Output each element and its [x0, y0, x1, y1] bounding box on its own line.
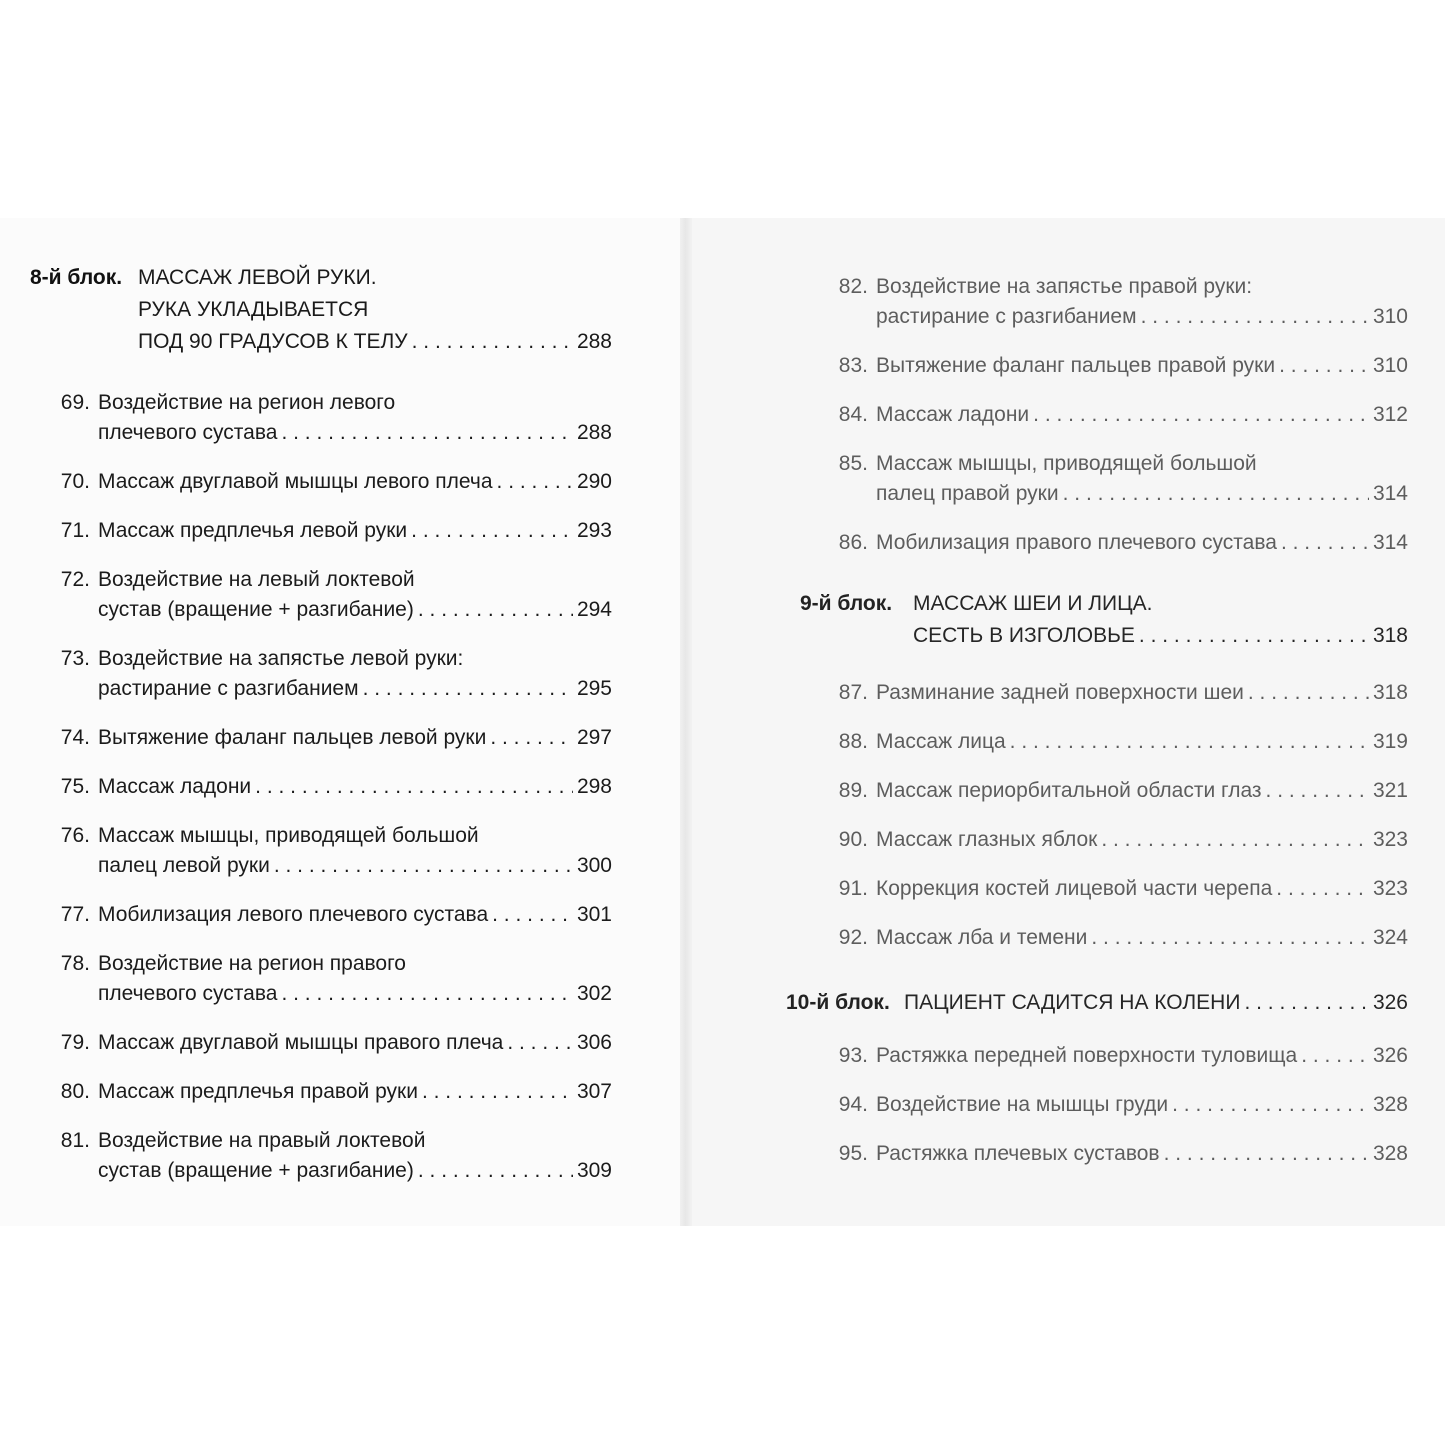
book-gutter: [680, 218, 692, 1226]
entry-number: 91.: [838, 877, 868, 900]
leader-dots: [497, 467, 573, 497]
entry-title: [876, 1139, 1408, 1169]
page-number: 294: [576, 598, 612, 621]
leader-dots: [1101, 825, 1369, 855]
entry-title-line: Массаж глазных яблок: [876, 828, 1098, 851]
entry-number: 87.: [838, 681, 868, 704]
page-number: 323: [1372, 828, 1408, 851]
entry-title-line: Массаж периорбитальной области глаз: [876, 779, 1262, 802]
entry-title-line: Массаж мышцы, приводящей большой: [876, 452, 1257, 475]
entry-title: [98, 565, 612, 625]
toc-entry: [816, 825, 1408, 855]
block-heading-8: [30, 262, 612, 358]
block-heading-10: [786, 987, 1408, 1019]
leader-dots: [492, 900, 573, 930]
toc-entry: [30, 467, 612, 497]
leader-dots: [1139, 620, 1369, 652]
page-number: 326: [1372, 991, 1408, 1014]
entry-number: 93.: [838, 1044, 868, 1067]
page-number: 306: [576, 1031, 612, 1054]
entry-title-line: Массаж ладони: [876, 403, 1030, 426]
entry-title: [876, 528, 1408, 558]
leader-dots: [1266, 776, 1369, 806]
entry-title: [98, 900, 612, 930]
entry-title: [98, 821, 612, 881]
leader-dots: [1141, 302, 1369, 332]
toc-entry: [30, 565, 612, 625]
leader-dots: [281, 418, 572, 448]
entry-title-line: Массаж лица: [876, 730, 1006, 753]
entry-title-line: Разминание задней поверхности шеи: [876, 681, 1244, 704]
entry-number: 84.: [838, 403, 868, 426]
leader-dots: [412, 326, 573, 358]
entry-number: 76.: [60, 824, 90, 847]
entry-title: [876, 678, 1408, 708]
entry-title: [98, 1028, 612, 1058]
entry-number: 81.: [60, 1129, 90, 1152]
leader-dots: [1010, 727, 1369, 757]
toc-entry: [30, 644, 612, 704]
leader-dots: [1033, 400, 1369, 430]
entry-number: 80.: [60, 1080, 90, 1103]
entry-title-line: сустав (вращение + разгибание): [98, 598, 414, 621]
entry-title: [876, 1090, 1408, 1120]
page-number: 310: [1372, 354, 1408, 377]
page-number: 321: [1372, 779, 1408, 802]
entry-title-line: Воздействие на левый локтевой: [98, 568, 415, 591]
toc-entry: [30, 1126, 612, 1186]
entry-title: [876, 272, 1408, 332]
entry-title-line: Воздействие на запястье правой руки:: [876, 275, 1253, 298]
entry-title-line: растирание с разгибанием: [876, 305, 1137, 328]
left-page: [0, 218, 680, 1226]
entry-number: 90.: [838, 828, 868, 851]
entry-number: 73.: [60, 647, 90, 670]
block-title: [138, 262, 612, 358]
leader-dots: [1248, 678, 1369, 708]
block-title-line: МАССАЖ ЛЕВОЙ РУКИ.: [138, 266, 377, 289]
page-number: 301: [576, 903, 612, 926]
leader-dots: [1172, 1090, 1369, 1120]
leader-dots: [411, 516, 573, 546]
entry-number: 94.: [838, 1093, 868, 1116]
page-number: 314: [1372, 482, 1408, 505]
entry-title: [98, 723, 612, 753]
entry-title-line: Воздействие на регион левого: [98, 391, 396, 414]
entry-title-line: Вытяжение фаланг пальцев левой руки: [98, 726, 487, 749]
entry-title-line: Массаж двуглавой мышцы левого плеча: [98, 470, 493, 493]
entry-title-line: Мобилизация левого плечевого сустава: [98, 903, 489, 926]
page-number: 288: [576, 330, 612, 353]
leader-dots: [1164, 1139, 1369, 1169]
leader-dots: [274, 851, 573, 881]
toc-entry: [816, 1041, 1408, 1071]
toc-entry: [816, 678, 1408, 708]
leader-dots: [490, 723, 573, 753]
entry-number: 86.: [838, 531, 868, 554]
entry-title-line: плечевого сустава: [98, 421, 278, 444]
entry-number: 89.: [838, 779, 868, 802]
entry-number: 75.: [60, 775, 90, 798]
toc-entry: [30, 388, 612, 448]
leader-dots: [255, 772, 573, 802]
entry-title-line: Воздействие на регион правого: [98, 952, 406, 975]
toc-entry: [30, 1077, 612, 1107]
toc-entry: [816, 272, 1408, 332]
page-number: 319: [1372, 730, 1408, 753]
toc-left: [30, 262, 612, 1205]
entry-title-line: Коррекция костей лицевой части черепа: [876, 877, 1273, 900]
entry-number: 77.: [60, 903, 90, 926]
toc-right: [786, 272, 1408, 1188]
toc-entry: [30, 949, 612, 1009]
entry-number: 79.: [60, 1031, 90, 1054]
page-number: 302: [576, 982, 612, 1005]
toc-items-left: [30, 388, 612, 1186]
toc-entry: [816, 1139, 1408, 1169]
entry-number: 88.: [838, 730, 868, 753]
toc-entry: [816, 528, 1408, 558]
entry-title-line: Массаж лба и темени: [876, 926, 1088, 949]
page-number: 298: [576, 775, 612, 798]
entry-number: 95.: [838, 1142, 868, 1165]
page-number: 314: [1372, 531, 1408, 554]
entry-title: [876, 727, 1408, 757]
page-number: 318: [1372, 624, 1408, 647]
entry-title: [876, 825, 1408, 855]
toc-entry: [30, 516, 612, 546]
leader-dots: [363, 674, 573, 704]
entry-title-line: Воздействие на правый локтевой: [98, 1129, 426, 1152]
toc-entry: [816, 400, 1408, 430]
entry-title: [876, 776, 1408, 806]
right-page: [692, 218, 1445, 1226]
entry-title-line: Вытяжение фаланг пальцев правой руки: [876, 354, 1276, 377]
page-number: 293: [576, 519, 612, 542]
block-heading-9: [800, 588, 1408, 652]
page-number: 328: [1372, 1142, 1408, 1165]
toc-entry: [816, 923, 1408, 953]
entry-number: 85.: [838, 452, 868, 475]
entry-title: [98, 516, 612, 546]
leader-dots: [418, 1156, 573, 1186]
leader-dots: [418, 595, 573, 625]
entry-title-line: Растяжка передней поверхности туловища: [876, 1044, 1298, 1067]
entry-title: [98, 772, 612, 802]
entry-title-line: Массаж мышцы, приводящей большой: [98, 824, 479, 847]
entry-title-line: Воздействие на мышцы груди: [876, 1093, 1169, 1116]
entry-title: [98, 388, 612, 448]
toc-entry: [816, 1090, 1408, 1120]
toc-entry: [816, 874, 1408, 904]
entry-title-line: Массаж ладони: [98, 775, 252, 798]
block-label: 10-й блок.: [786, 991, 890, 1014]
entry-title-line: Массаж двуглавой мышцы правого плеча: [98, 1031, 504, 1054]
block-title: [904, 987, 1408, 1019]
toc-items-right-b: [816, 678, 1408, 953]
entry-title-line: палец левой руки: [98, 854, 270, 877]
leader-dots: [1281, 528, 1369, 558]
leader-dots: [422, 1077, 573, 1107]
block-label: 8-й блок.: [30, 266, 123, 289]
toc-entry: [816, 776, 1408, 806]
page-number: 288: [576, 421, 612, 444]
page-number: 295: [576, 677, 612, 700]
block-title-line: МАССАЖ ШЕИ И ЛИЦА.: [913, 592, 1153, 615]
entry-title-line: Воздействие на запястье левой руки:: [98, 647, 464, 670]
entry-number: 82.: [838, 275, 868, 298]
toc-entry: [30, 821, 612, 881]
block-title-line: ПОД 90 ГРАДУСОВ К ТЕЛУ: [138, 330, 408, 353]
leader-dots: [1301, 1041, 1369, 1071]
block-label: 9-й блок.: [800, 592, 893, 615]
page-number: 290: [576, 470, 612, 493]
page-number: 324: [1372, 926, 1408, 949]
entry-title-line: Растяжка плечевых суставов: [876, 1142, 1160, 1165]
entry-title-line: сустав (вращение + разгибание): [98, 1159, 414, 1182]
block-title: [913, 588, 1408, 652]
toc-entry: [816, 351, 1408, 381]
toc-entry: [816, 727, 1408, 757]
toc-entry: [30, 772, 612, 802]
entry-number: 69.: [60, 391, 90, 414]
page-number: 326: [1372, 1044, 1408, 1067]
entry-number: 71.: [60, 519, 90, 542]
entry-number: 70.: [60, 470, 90, 493]
entry-number: 74.: [60, 726, 90, 749]
toc-entry: [816, 449, 1408, 509]
toc-entry: [30, 900, 612, 930]
entry-title-line: растирание с разгибанием: [98, 677, 359, 700]
entry-title: [876, 400, 1408, 430]
leader-dots: [1276, 874, 1369, 904]
entry-title: [876, 1041, 1408, 1071]
page-number: 310: [1372, 305, 1408, 328]
leader-dots: [281, 979, 572, 1009]
block-title-line: СЕСТЬ В ИЗГОЛОВЬЕ: [913, 624, 1135, 647]
entry-number: 78.: [60, 952, 90, 975]
toc-items-right-c: [816, 1041, 1408, 1169]
page-number: 297: [576, 726, 612, 749]
entry-title-line: плечевого сустава: [98, 982, 278, 1005]
page-number: 300: [576, 854, 612, 877]
leader-dots: [1063, 479, 1369, 509]
entry-title: [98, 1077, 612, 1107]
page-number: 312: [1372, 403, 1408, 426]
page-number: 328: [1372, 1093, 1408, 1116]
entry-title: [98, 1126, 612, 1186]
block-title-line: ПАЦИЕНТ САДИТСЯ НА КОЛЕНИ: [904, 991, 1241, 1014]
entry-title: [876, 449, 1408, 509]
entry-title-line: Массаж предплечья левой руки: [98, 519, 408, 542]
page-number: 307: [576, 1080, 612, 1103]
entry-title-line: Мобилизация правого плечевого сустава: [876, 531, 1277, 554]
leader-dots: [507, 1028, 573, 1058]
page-number: 318: [1372, 681, 1408, 704]
entry-title: [876, 923, 1408, 953]
leader-dots: [1279, 351, 1369, 381]
entry-number: 83.: [838, 354, 868, 377]
entry-title: [98, 644, 612, 704]
page-number: 309: [576, 1159, 612, 1182]
entry-title: [876, 874, 1408, 904]
entry-title: [98, 949, 612, 1009]
leader-dots: [1091, 923, 1369, 953]
entry-number: 72.: [60, 568, 90, 591]
page-number: 323: [1372, 877, 1408, 900]
entry-number: 92.: [838, 926, 868, 949]
entry-title-line: Массаж предплечья правой руки: [98, 1080, 418, 1103]
toc-entry: [30, 1028, 612, 1058]
block-title-line: РУКА УКЛАДЫВАЕТСЯ: [138, 298, 369, 321]
entry-title-line: палец правой руки: [876, 482, 1059, 505]
entry-title: [98, 467, 612, 497]
toc-items-right-a: [816, 272, 1408, 558]
entry-title: [876, 351, 1408, 381]
leader-dots: [1244, 987, 1369, 1019]
toc-entry: [30, 723, 612, 753]
